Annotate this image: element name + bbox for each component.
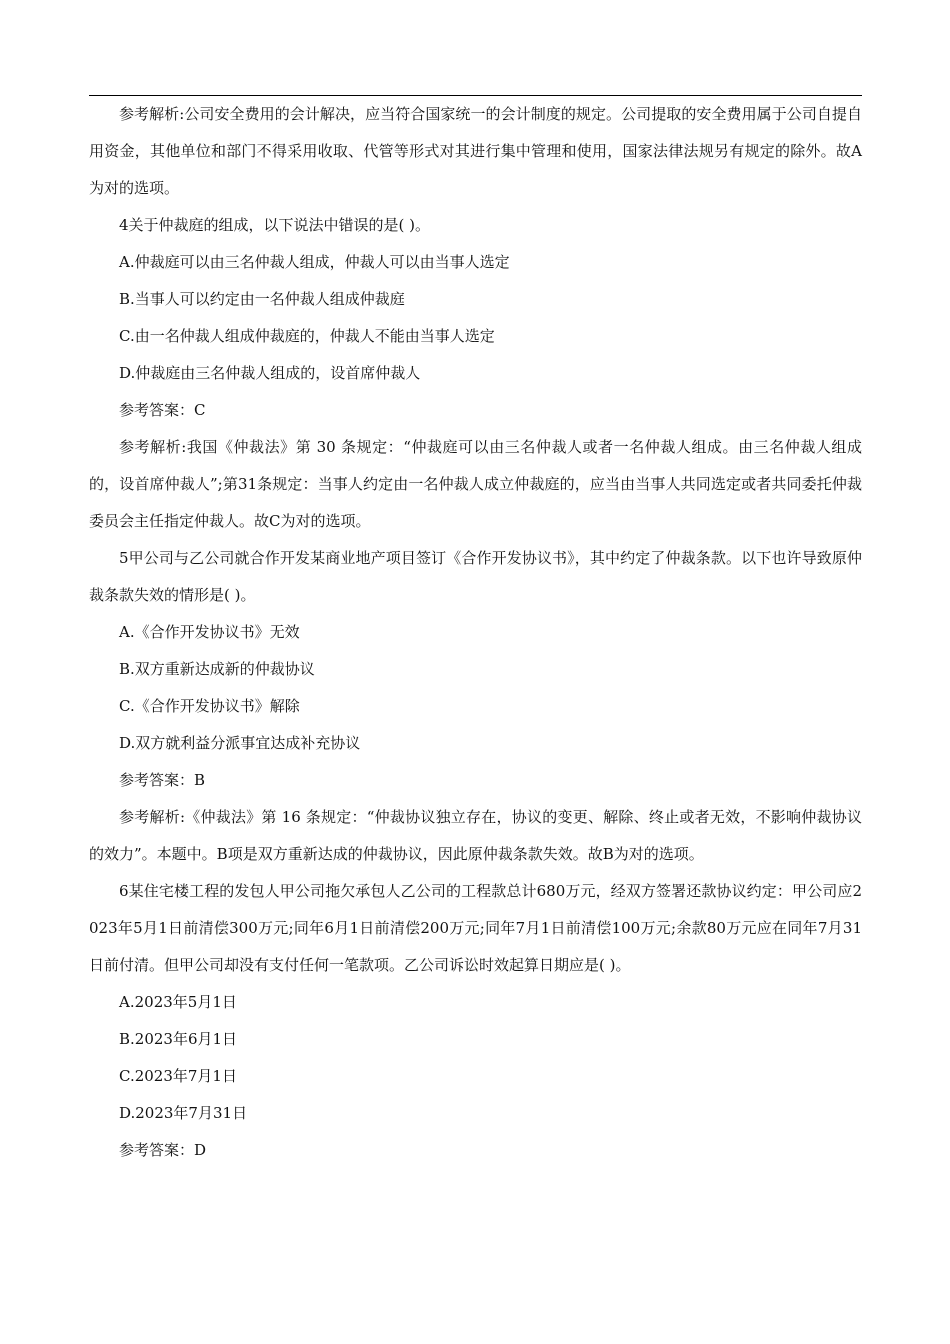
q6-option-b: B.2023年6月1日 [119,1030,238,1048]
q5-option-c: C.《合作开发协议书》解除 [119,697,300,715]
q5-option-d: D.双方就利益分派事宜达成补充协议 [119,734,361,752]
q5-answer: 参考答案：B [119,771,206,789]
analysis-q4: 参考解析:我国《仲裁法》第 30 条规定：“仲裁庭可以由三名仲裁人或者一名仲裁人组成。由三名仲裁人组成的，设首席仲裁人”;第31条规定：当事人约定由一名仲裁人成立仲裁庭的，应当由当事人共同选定或者共同委托仲裁委员会主任指定仲裁人。故C为对的选项。 [89,438,862,530]
q4-option-c: C.由一名仲裁人组成仲裁庭的，仲裁人不能由当事人选定 [119,327,495,345]
q4-option-d: D.仲裁庭由三名仲裁人组成的，设首席仲裁人 [119,364,421,382]
q4-answer: 参考答案：C [119,401,206,419]
q6-option-d: D.2023年7月31日 [119,1104,248,1122]
q6-answer: 参考答案：D [119,1141,207,1159]
q4-option-a: A.仲裁庭可以由三名仲裁人组成，仲裁人可以由当事人选定 [119,253,510,271]
q6-option-c: C.2023年7月1日 [119,1067,237,1085]
document-body [89,96,862,1169]
question-4: 4关于仲裁庭的组成，以下说法中错误的是( )。 [119,216,431,234]
q6-option-a: A.2023年5月1日 [119,993,237,1011]
q5-option-a: A.《合作开发协议书》无效 [119,623,300,641]
analysis-q3: 参考解析:公司安全费用的会计解决，应当符合国家统一的会计制度的规定。公司提取的安全费用属于公司自提自用资金，其他单位和部门不得采用收取、代管等形式对其进行集中管理和使用，国家法律法规另有规定的除外。故A为对的选项。 [89,105,862,197]
analysis-q5: 参考解析:《仲裁法》第 16 条规定：“仲裁协议独立存在，协议的变更、解除、终止或者无效，不影响仲裁协议的效力”。本题中。B项是双方重新达成的仲裁协议，因此原仲裁条款失效。故B为对的选项。 [89,808,862,863]
question-6: 6某住宅楼工程的发包人甲公司拖欠承包人乙公司的工程款总计680万元，经双方签署还款协议约定：甲公司应2023年5月1日前清偿300万元;同年6月1日前清偿200万元;同年7月1日前清偿100万元;余款80万元应在同年7月31日前付清。但甲公司却没有支付任何一笔款项。乙公司诉讼时效起算日期应是( )。 [89,882,862,974]
q5-option-b: B.双方重新达成新的仲裁协议 [119,660,315,678]
q4-option-b: B.当事人可以约定由一名仲裁人组成仲裁庭 [119,290,405,308]
question-5: 5甲公司与乙公司就合作开发某商业地产项目签订《合作开发协议书》，其中约定了仲裁条款。以下也许导致原仲裁条款失效的情形是( )。 [89,549,862,604]
